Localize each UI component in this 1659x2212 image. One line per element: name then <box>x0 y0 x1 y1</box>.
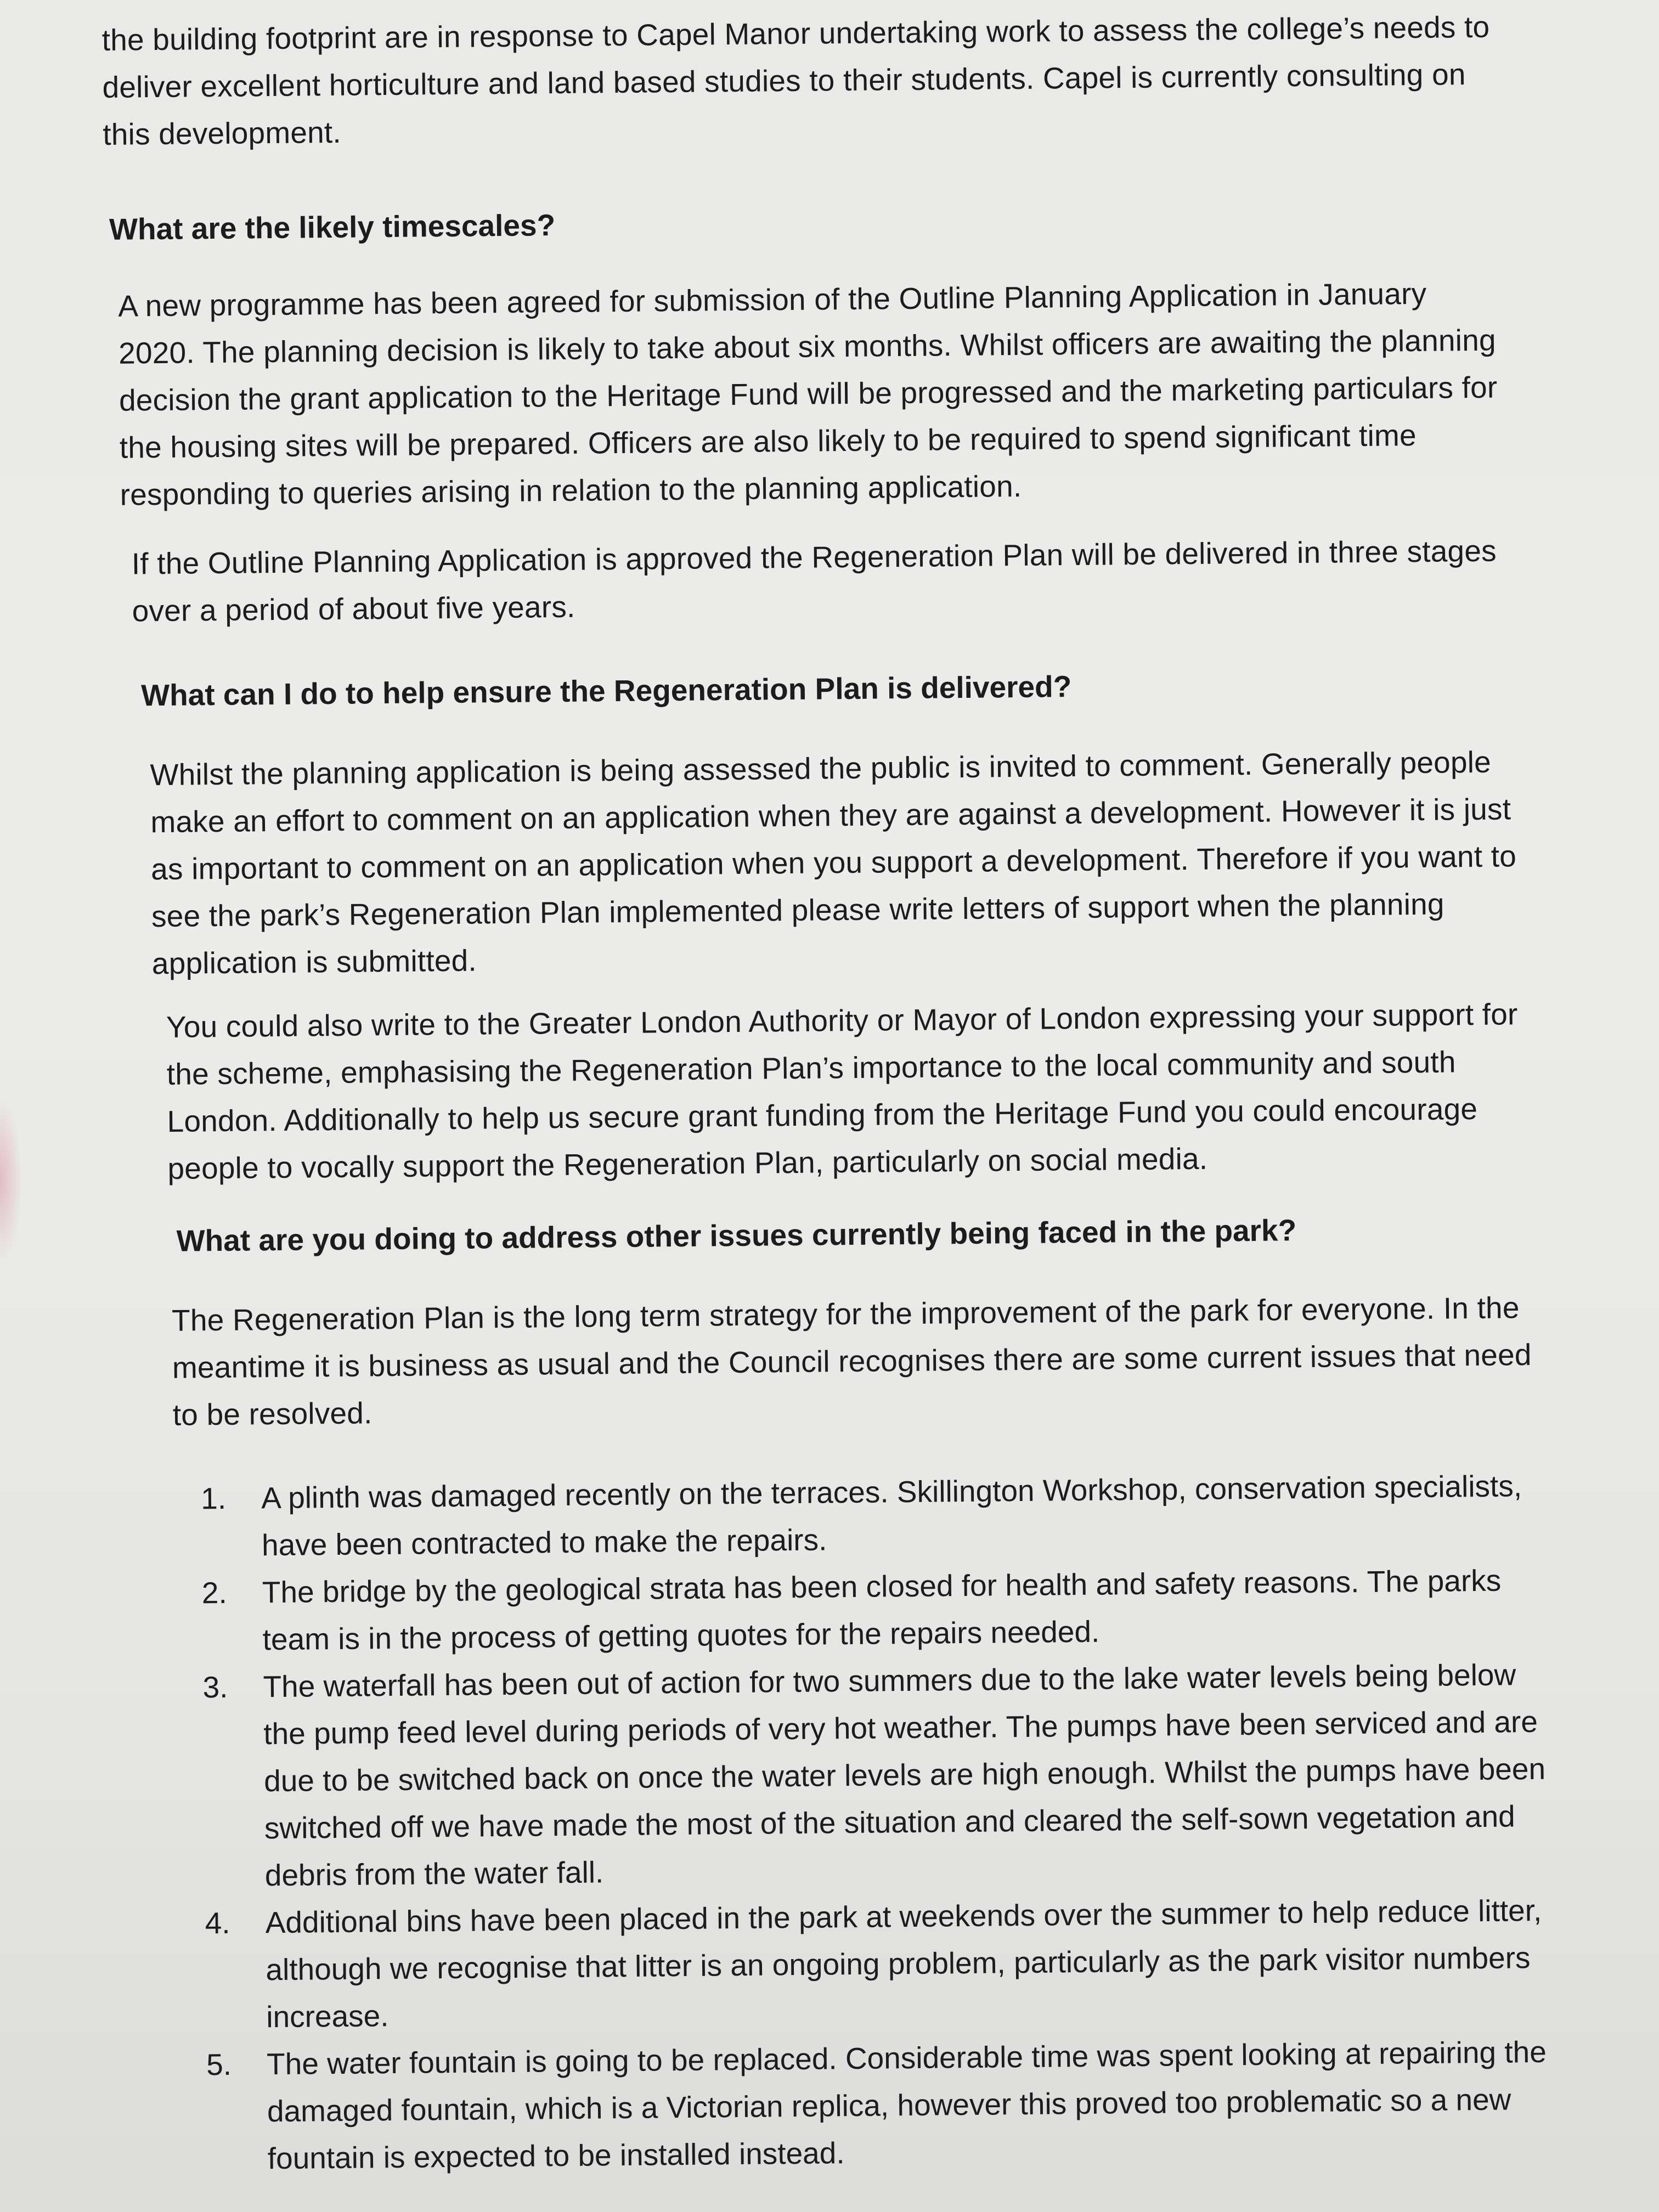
list-number: 4. <box>205 1905 230 1940</box>
issues-list <box>190 1462 1568 2183</box>
list-text: Additional bins have been placed in the park at weekends over the summer to help reduce litter, although we recognise that litter is an ongoing problem, particularly as the park visitor numbers increase. <box>265 1893 1542 2034</box>
section-heading: What are you doing to address other issues currently being faced in the park? <box>176 1213 1297 1258</box>
list-number: 2. <box>201 1575 228 1610</box>
para-intro-continuation <box>101 3 1496 158</box>
heading-help <box>141 658 1513 719</box>
list-text: The water fountain is going to be replaced. Considerable time was spent looking at repairing the damaged fountain, which is a Victorian replica, however this proved too problematic so a new fountain is expected to be installed instead. <box>266 2034 1547 2176</box>
heading-timescales <box>109 193 1503 253</box>
list-text: The bridge by the geological strata has been closed for health and safety reasons. The parks team is in the process of getting quotes for the repairs needed. <box>262 1563 1502 1657</box>
section-heading: What can I do to help ensure the Regeneration Plan is delivered? <box>140 669 1072 713</box>
list-number: 5. <box>206 2047 232 2082</box>
paragraph: If the Outline Planning Application is approved the Regeneration Plan will be delivered in three stages over a period of about five years. <box>131 533 1497 628</box>
paragraph: You could also write to the Greater London Authority or Mayor of London expressing your support for the scheme, emphasising the Regeneration Plan’s importance to the local community and south London. Additionally to help us secure grant funding from the Heritage Fund you could encourage people to vocally support the Regeneration Plan, particularly on social media. <box>166 997 1518 1186</box>
para-stages <box>131 527 1515 634</box>
para-timescales <box>118 269 1508 518</box>
para-strategy <box>172 1284 1544 1438</box>
list-item <box>194 1887 1566 2041</box>
paragraph: A new programme has been agreed for submission of the Outline Planning Application in January 2020. The planning decision is likely to take about six months. Whilst officers are awaiting the planning decision the grant application to the Heritage Fund will be progressed and the marketing particulars for the housing sites will be prepared. Officers are also likely to be required to spend significant time responding to queries arising in relation to the planning application. <box>118 276 1498 512</box>
list-item <box>190 1556 1563 1664</box>
heading-other-issues <box>176 1204 1537 1265</box>
para-gla <box>166 990 1539 1192</box>
section-heading: What are the likely timescales? <box>109 208 556 246</box>
list-number: 3. <box>202 1669 228 1705</box>
paragraph: the building footprint are in response to Capel Manor undertaking work to assess the college’s needs to deliver excellent horticulture and land based studies to their students. Capel is currently consulting on this development. <box>101 9 1490 151</box>
paragraph: Whilst the planning application is being assessed the public is invited to comment. Generally people make an effort to comment on an application when they are against a development. However it is just as important to comment on an application when you support a development. Therefore if you want to see the park’s Regeneration Plan implemented please write letters of support when the planning application is submitted. <box>150 744 1517 981</box>
list-text: The waterfall has been out of action for two summers due to the lake water levels being below the pump feed level during periods of very hot weather. The pumps have been serviced and are due to be switched back on once the water levels are high enough. Whilst the pumps have been switched off we have made the most of the situation and cleared the self-sown vegetation and debris from the water fall. <box>263 1657 1546 1893</box>
list-item <box>195 2028 1568 2183</box>
list-item <box>190 1462 1562 1570</box>
page-edge-shadow <box>0 1097 22 1262</box>
list-number: 1. <box>200 1481 227 1516</box>
paragraph: The Regeneration Plan is the long term strategy for the improvement of the park for everyone. In the meantime it is business as usual and the Council recognises there are some current issues that need to be resolved. <box>171 1290 1532 1432</box>
list-item <box>191 1651 1565 1900</box>
para-comment <box>150 738 1529 987</box>
list-text: A plinth was damaged recently on the terraces. Skillington Workshop, conservation specialists, have been contracted to make the repairs. <box>261 1469 1522 1562</box>
